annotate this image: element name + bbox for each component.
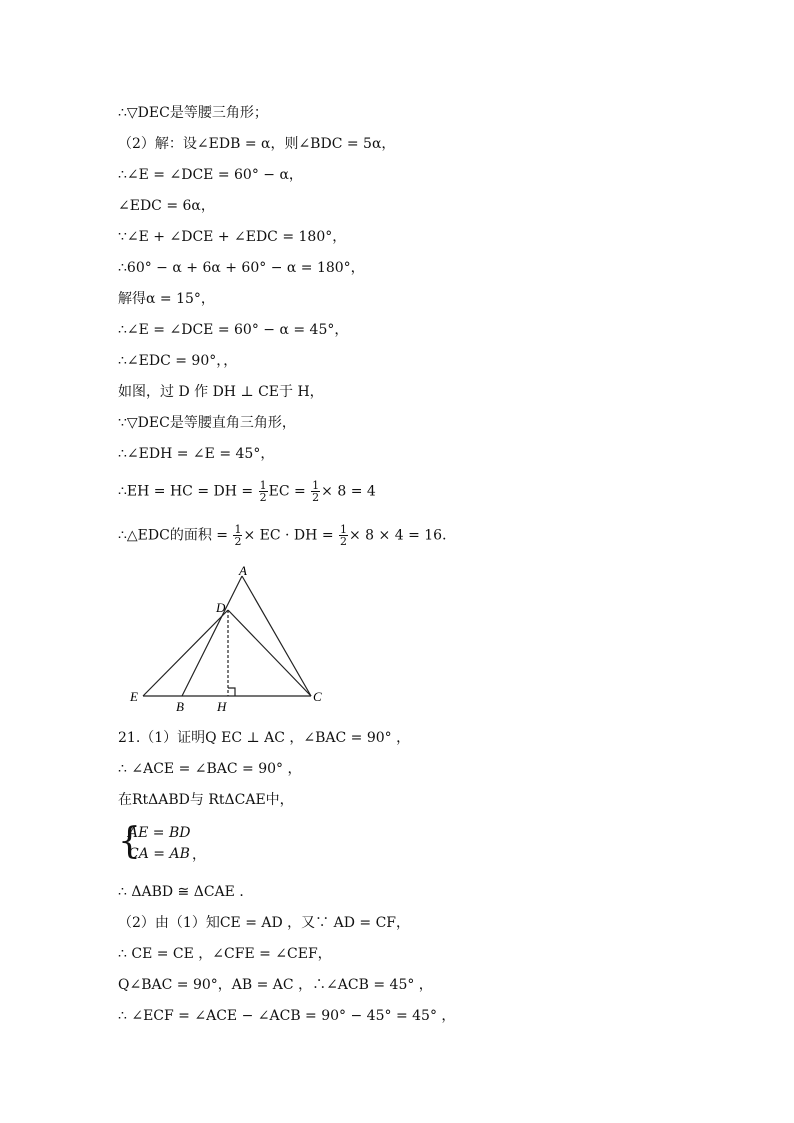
text-line-4: ∠EDC = 6α， [118,198,215,214]
label-b: B [176,699,184,714]
text-line-9: ∴∠EDC = 90°，， [118,353,238,369]
fraction-denominator: 2 [340,535,347,548]
text-line-22: ∴ ∠ECF = ∠ACE − ∠ACB = 90° − 45° = 45° ， [118,1008,456,1024]
fraction-denominator: 2 [234,535,242,548]
label-c: C [313,689,322,704]
eh-equation-end: × 8 = 4 [321,483,376,500]
fraction-denominator: 2 [259,491,267,504]
label-a: A [239,563,247,578]
label-e: E [130,689,138,704]
fraction-denominator: 2 [312,491,320,504]
text-line-8: ∴∠E = ∠DCE = 60° − α = 45°， [118,322,349,338]
text-line-5: ∵∠E + ∠DCE + ∠EDC = 180°， [118,229,347,245]
system-brace: { [118,821,141,862]
text-line-14 [118,524,456,547]
system-row-2: CA = AB [128,846,190,862]
text-line-19: （2）由（1）知CE = AD ，又∵ AD = CF， [118,915,411,931]
fraction-numerator: 1 [312,479,320,492]
geometry-figure [125,562,335,714]
text-line-11: ∵▽DEC是等腰直角三角形， [118,415,296,431]
system-comma: ， [192,847,206,863]
text-line-2: （2）解：设∠EDB = α，则∠BDC = 5α， [118,136,396,152]
fraction-half [233,524,242,547]
text-line-20: ∴ CE = CE ，∠CFE = ∠CEF， [118,946,332,962]
text-line-15: 21.（1）证明Q EC ⊥ AC ，∠BAC = 90° ， [118,730,411,746]
area-equation-mid: × EC · DH = [243,527,338,544]
label-h: H [217,699,227,714]
fraction-numerator: 1 [259,479,267,492]
area-equation-start: ∴△EDC的面积 = [118,527,233,544]
segment-ed [143,610,228,696]
fraction-numerator: 1 [340,523,347,536]
text-line-13 [118,480,376,503]
segment-ab [182,576,242,696]
fraction-half [311,480,320,503]
system-row-1: AE = BD [128,825,191,841]
text-line-18: ∴ ΔABD ≅ ΔCAE ． [118,884,254,900]
text-line-12: ∴∠EDH = ∠E = 45°， [118,446,275,462]
text-line-17: 在RtΔABD与 RtΔCAE中， [118,792,294,808]
text-line-3: ∴∠E = ∠DCE = 60° − α， [118,167,303,183]
text-line-21: Q∠BAC = 90°，AB = AC ，∴∠ACB = 45° ， [118,977,433,993]
eh-equation-mid: EC = [268,483,311,500]
text-line-6: ∴60° − α + 6α + 60° − α = 180°， [118,260,365,276]
eh-equation-start: ∴EH = HC = DH = [118,483,258,500]
fraction-half [259,480,268,503]
text-line-16: ∴ ∠ACE = ∠BAC = 90° ， [118,761,302,777]
fraction-half [339,524,348,547]
text-line-7: 解得α = 15°， [118,291,215,307]
fraction-numerator: 1 [234,523,242,536]
area-equation-end: × 8 × 4 = 16． [349,527,457,544]
text-line-10: 如图，过 D 作 DH ⊥ CE于 H， [118,384,324,400]
text-line-1: ∴▽DEC是等腰三角形； [118,105,268,121]
right-angle-mark [228,688,235,696]
label-d: D [216,600,226,615]
